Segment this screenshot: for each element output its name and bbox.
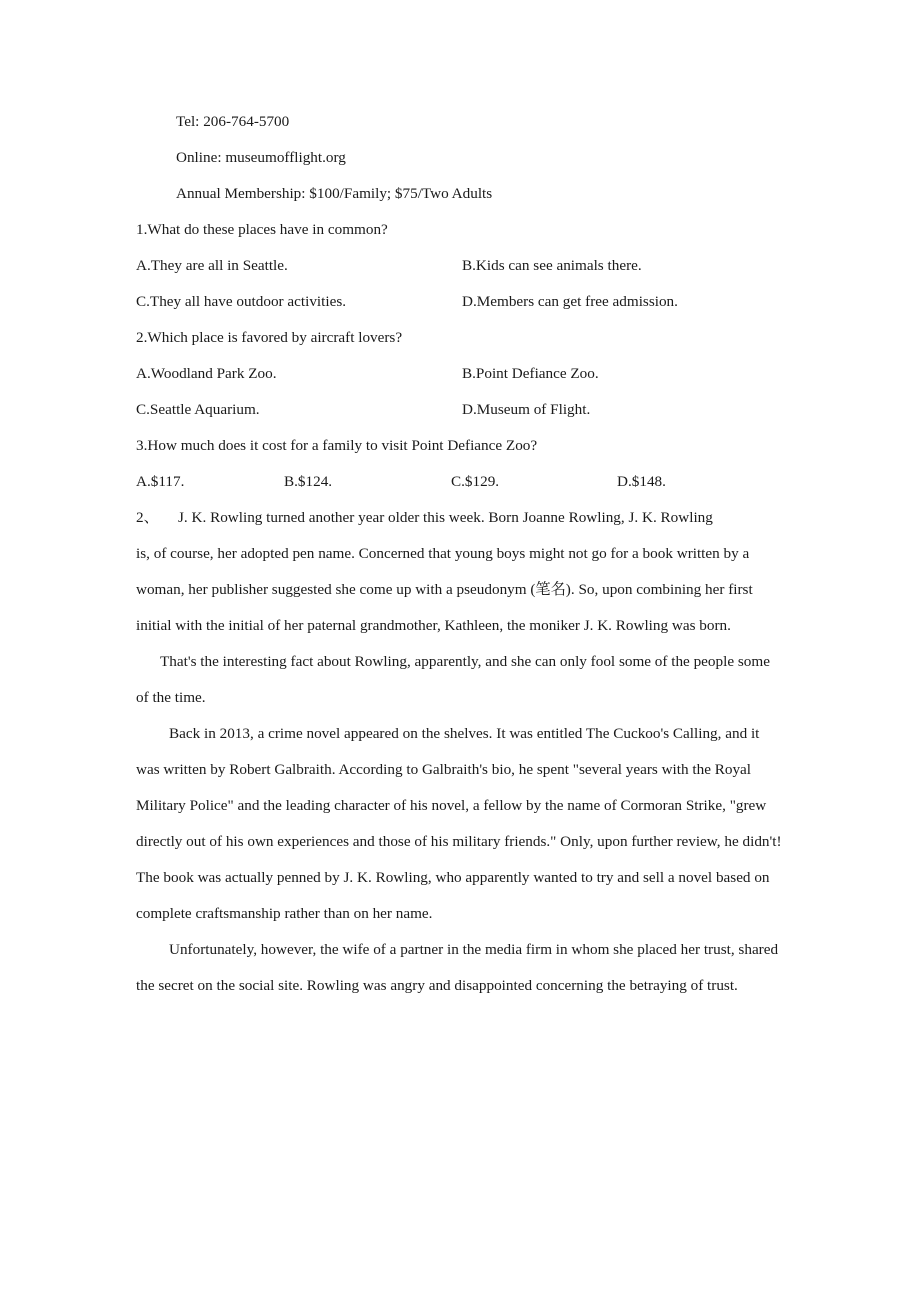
question-3-option-b[interactable]: B.$124. (284, 473, 333, 490)
passage-2 (136, 500, 784, 1004)
passage-2-number: 2、 (136, 509, 159, 526)
passage-2-paragraph-4: Unfortunately, however, the wife of a partner in the media firm in whom she placed her trust, shared the secret on the social site. Rowling was angry and disappointed concerning the betraying of trust. (136, 941, 779, 994)
question-1-option-a[interactable]: A.They are all in Seattle. (136, 257, 288, 274)
passage-2-paragraph-3: Back in 2013, a crime novel appeared on the shelves. It was entitled The Cuckoo's Calling, and it was written by Robert Galbraith. According to Galbraith's bio, he spent "several years with the Royal Military Police" and the leading character of his novel, a fellow by the name of Cormoran Strike, "grew directly out of his own experiences and those of his military friends." Only, upon further review, he didn't! The book was actually penned by J. K. Rowling, who apparently wanted to try and sell a novel based on complete craftsmanship rather than on her name. (136, 725, 782, 922)
question-2-option-a[interactable]: A.Woodland Park Zoo. (136, 365, 277, 382)
question-2-option-d[interactable]: D.Museum of Flight. (462, 401, 591, 418)
question-3-options-row (136, 464, 784, 500)
question-3-stem: 3.How much does it cost for a family to visit Point Defiance Zoo? (136, 437, 538, 454)
question-3-option-c[interactable]: C.$129. (451, 473, 500, 490)
passage-2-first-line (136, 500, 784, 536)
question-2-option-c[interactable]: C.Seattle Aquarium. (136, 401, 260, 418)
question-1-option-b[interactable]: B.Kids can see animals there. (462, 257, 642, 274)
info-line-membership: Annual Membership: $100/Family; $75/Two Adults (176, 185, 493, 202)
question-1-options-row-1 (136, 248, 784, 284)
passage-2-paragraph-1: is, of course, her adopted pen name. Concerned that young boys might not go for a book written by a woman, her publisher suggested she come up with a pseudonym (笔名). So, upon combining her first initial with the initial of her paternal grandmother, Kathleen, the moniker J. K. Rowling was born. (136, 545, 753, 634)
info-line-online: Online: museumofflight.org (176, 149, 346, 166)
info-block (136, 104, 784, 212)
question-1-options-row-2 (136, 284, 784, 320)
question-2 (136, 320, 784, 428)
question-2-options-row-1 (136, 356, 784, 392)
question-2-stem: 2.Which place is favored by aircraft lovers? (136, 329, 403, 346)
question-1-option-c[interactable]: C.They all have outdoor activities. (136, 293, 347, 310)
question-2-option-b[interactable]: B.Point Defiance Zoo. (462, 365, 599, 382)
info-line-tel: Tel: 206-764-5700 (176, 113, 290, 130)
question-1-option-d[interactable]: D.Members can get free admission. (462, 293, 678, 310)
passage-2-lead-text: J. K. Rowling turned another year older this week. Born Joanne Rowling, J. K. Rowling (178, 509, 713, 526)
question-3-option-a[interactable]: A.$117. (136, 473, 185, 490)
question-1-stem: 1.What do these places have in common? (136, 221, 388, 238)
question-3 (136, 428, 784, 500)
question-2-options-row-2 (136, 392, 784, 428)
question-1 (136, 212, 784, 320)
document-content (136, 104, 784, 1004)
passage-2-paragraph-2: That's the interesting fact about Rowling, apparently, and she can only fool some of the people some of the time. (136, 653, 770, 706)
question-3-option-d[interactable]: D.$148. (617, 473, 666, 490)
